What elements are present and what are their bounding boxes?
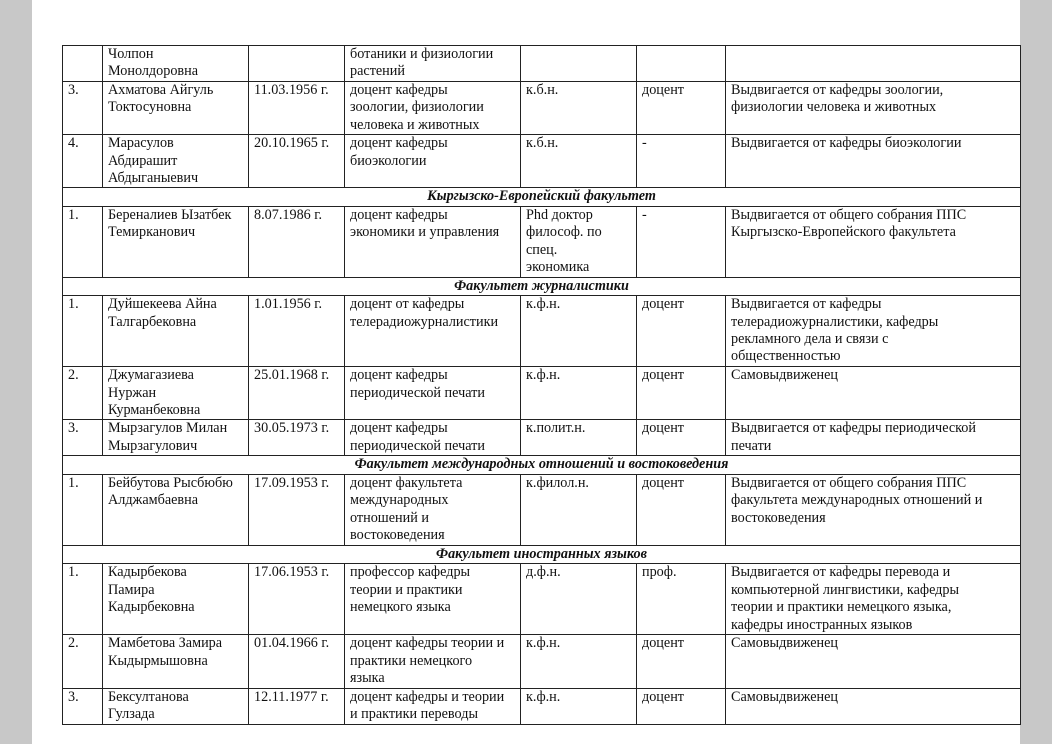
table-row bbox=[63, 206, 1021, 277]
academic-degree-cell: Phd доктор философ. по спец. экономика bbox=[521, 206, 637, 277]
birth-date-cell: 01.04.1966 г. bbox=[249, 635, 345, 688]
position-cell: доцент кафедры экономики и управления bbox=[345, 206, 521, 277]
nomination-note-cell: Выдвигается от кафедры зоологии, физиологии человека и животных bbox=[726, 82, 1021, 135]
table-row bbox=[63, 474, 1021, 545]
table-row bbox=[63, 296, 1021, 367]
full-name-cell: Мамбетова Замира Кыдырмышовна bbox=[103, 635, 249, 688]
full-name-cell: Бексултанова Гулзада bbox=[103, 688, 249, 724]
nomination-note-cell: Выдвигается от общего собрания ППС Кыргызско-Европейского факультета bbox=[726, 206, 1021, 277]
row-number-cell: 2. bbox=[63, 635, 103, 688]
full-name-cell: Мырзагулов Милан Мырзагулович bbox=[103, 420, 249, 456]
table-row bbox=[63, 688, 1021, 724]
academic-title-cell bbox=[637, 46, 726, 82]
academic-degree-cell: к.ф.н. bbox=[521, 296, 637, 367]
section-title: Кыргызско-Европейский факультет bbox=[63, 188, 1021, 206]
row-number-cell: 3. bbox=[63, 420, 103, 456]
nomination-note-cell: Выдвигается от кафедры перевода и компьютерной лингвистики, кафедры теории и практики немецкого языка, кафедры иностранных языков bbox=[726, 564, 1021, 635]
full-name-cell: Береналиев Ызатбек Темирканович bbox=[103, 206, 249, 277]
nomination-note-cell: Самовыдвиженец bbox=[726, 688, 1021, 724]
birth-date-cell: 20.10.1965 г. bbox=[249, 135, 345, 188]
table-row bbox=[63, 635, 1021, 688]
table-body bbox=[63, 46, 1021, 725]
academic-degree-cell: д.ф.н. bbox=[521, 564, 637, 635]
section-header-row bbox=[63, 545, 1021, 563]
section-title: Факультет международных отношений и востоковедения bbox=[63, 456, 1021, 474]
section-header-row bbox=[63, 456, 1021, 474]
candidates-table bbox=[62, 45, 1021, 725]
full-name-cell: Дуйшекеева Айна Талгарбековна bbox=[103, 296, 249, 367]
academic-title-cell: - bbox=[637, 206, 726, 277]
academic-title-cell: доцент bbox=[637, 420, 726, 456]
academic-degree-cell: к.б.н. bbox=[521, 135, 637, 188]
academic-degree-cell: к.ф.н. bbox=[521, 367, 637, 420]
nomination-note-cell: Выдвигается от кафедры телерадиожурналистики, кафедры рекламного дела и связи с общественностью bbox=[726, 296, 1021, 367]
position-cell: доцент кафедры периодической печати bbox=[345, 367, 521, 420]
position-cell: доцент кафедры зоологии, физиологии человека и животных bbox=[345, 82, 521, 135]
row-number-cell: 1. bbox=[63, 296, 103, 367]
position-cell: доцент кафедры периодической печати bbox=[345, 420, 521, 456]
full-name-cell: Бейбутова Рысбюбю Алджамбаевна bbox=[103, 474, 249, 545]
row-number-cell: 2. bbox=[63, 367, 103, 420]
full-name-cell: Кадырбекова Памира Кадырбековна bbox=[103, 564, 249, 635]
row-number-cell: 1. bbox=[63, 206, 103, 277]
row-number-cell: 3. bbox=[63, 688, 103, 724]
row-number-cell: 1. bbox=[63, 564, 103, 635]
table-row bbox=[63, 367, 1021, 420]
birth-date-cell: 25.01.1968 г. bbox=[249, 367, 345, 420]
position-cell: доцент факультета международных отношений и востоковедения bbox=[345, 474, 521, 545]
academic-degree-cell: к.ф.н. bbox=[521, 688, 637, 724]
full-name-cell: Ахматова Айгуль Токтосуновна bbox=[103, 82, 249, 135]
full-name-cell: Марасулов Абдирашит Абдыганыевич bbox=[103, 135, 249, 188]
table-row bbox=[63, 420, 1021, 456]
row-number-cell: 3. bbox=[63, 82, 103, 135]
document-page bbox=[32, 0, 1020, 744]
table-row bbox=[63, 135, 1021, 188]
birth-date-cell: 12.11.1977 г. bbox=[249, 688, 345, 724]
position-cell: профессор кафедры теории и практики немецкого языка bbox=[345, 564, 521, 635]
nomination-note-cell: Самовыдвиженец bbox=[726, 367, 1021, 420]
academic-degree-cell: к.филол.н. bbox=[521, 474, 637, 545]
section-title: Факультет иностранных языков bbox=[63, 545, 1021, 563]
birth-date-cell: 1.01.1956 г. bbox=[249, 296, 345, 367]
table-row bbox=[63, 82, 1021, 135]
nomination-note-cell: Выдвигается от кафедры биоэкологии bbox=[726, 135, 1021, 188]
nomination-note-cell: Самовыдвиженец bbox=[726, 635, 1021, 688]
nomination-note-cell bbox=[726, 46, 1021, 82]
birth-date-cell bbox=[249, 46, 345, 82]
birth-date-cell: 17.06.1953 г. bbox=[249, 564, 345, 635]
academic-title-cell: доцент bbox=[637, 367, 726, 420]
full-name-cell: Джумагазиева Нуржан Курманбековна bbox=[103, 367, 249, 420]
full-name-cell: Чолпон Монолдоровна bbox=[103, 46, 249, 82]
row-number-cell: 4. bbox=[63, 135, 103, 188]
row-number-cell: 1. bbox=[63, 474, 103, 545]
section-header-row bbox=[63, 188, 1021, 206]
position-cell: доцент кафедры теории и практики немецкого языка bbox=[345, 635, 521, 688]
academic-title-cell: - bbox=[637, 135, 726, 188]
birth-date-cell: 8.07.1986 г. bbox=[249, 206, 345, 277]
academic-title-cell: доцент bbox=[637, 688, 726, 724]
position-cell: доцент от кафедры телерадиожурналистики bbox=[345, 296, 521, 367]
academic-degree-cell bbox=[521, 46, 637, 82]
position-cell: ботаники и физиологии растений bbox=[345, 46, 521, 82]
position-cell: доцент кафедры биоэкологии bbox=[345, 135, 521, 188]
birth-date-cell: 11.03.1956 г. bbox=[249, 82, 345, 135]
section-title: Факультет журналистики bbox=[63, 277, 1021, 295]
academic-title-cell: доцент bbox=[637, 635, 726, 688]
nomination-note-cell: Выдвигается от кафедры периодической печати bbox=[726, 420, 1021, 456]
academic-title-cell: доцент bbox=[637, 296, 726, 367]
academic-degree-cell: к.ф.н. bbox=[521, 635, 637, 688]
position-cell: доцент кафедры и теории и практики переводы bbox=[345, 688, 521, 724]
academic-title-cell: доцент bbox=[637, 474, 726, 545]
academic-degree-cell: к.полит.н. bbox=[521, 420, 637, 456]
nomination-note-cell: Выдвигается от общего собрания ППС факультета международных отношений и востоковедения bbox=[726, 474, 1021, 545]
row-number-cell bbox=[63, 46, 103, 82]
table-row bbox=[63, 46, 1021, 82]
birth-date-cell: 30.05.1973 г. bbox=[249, 420, 345, 456]
academic-degree-cell: к.б.н. bbox=[521, 82, 637, 135]
section-header-row bbox=[63, 277, 1021, 295]
birth-date-cell: 17.09.1953 г. bbox=[249, 474, 345, 545]
academic-title-cell: проф. bbox=[637, 564, 726, 635]
academic-title-cell: доцент bbox=[637, 82, 726, 135]
table-row bbox=[63, 564, 1021, 635]
